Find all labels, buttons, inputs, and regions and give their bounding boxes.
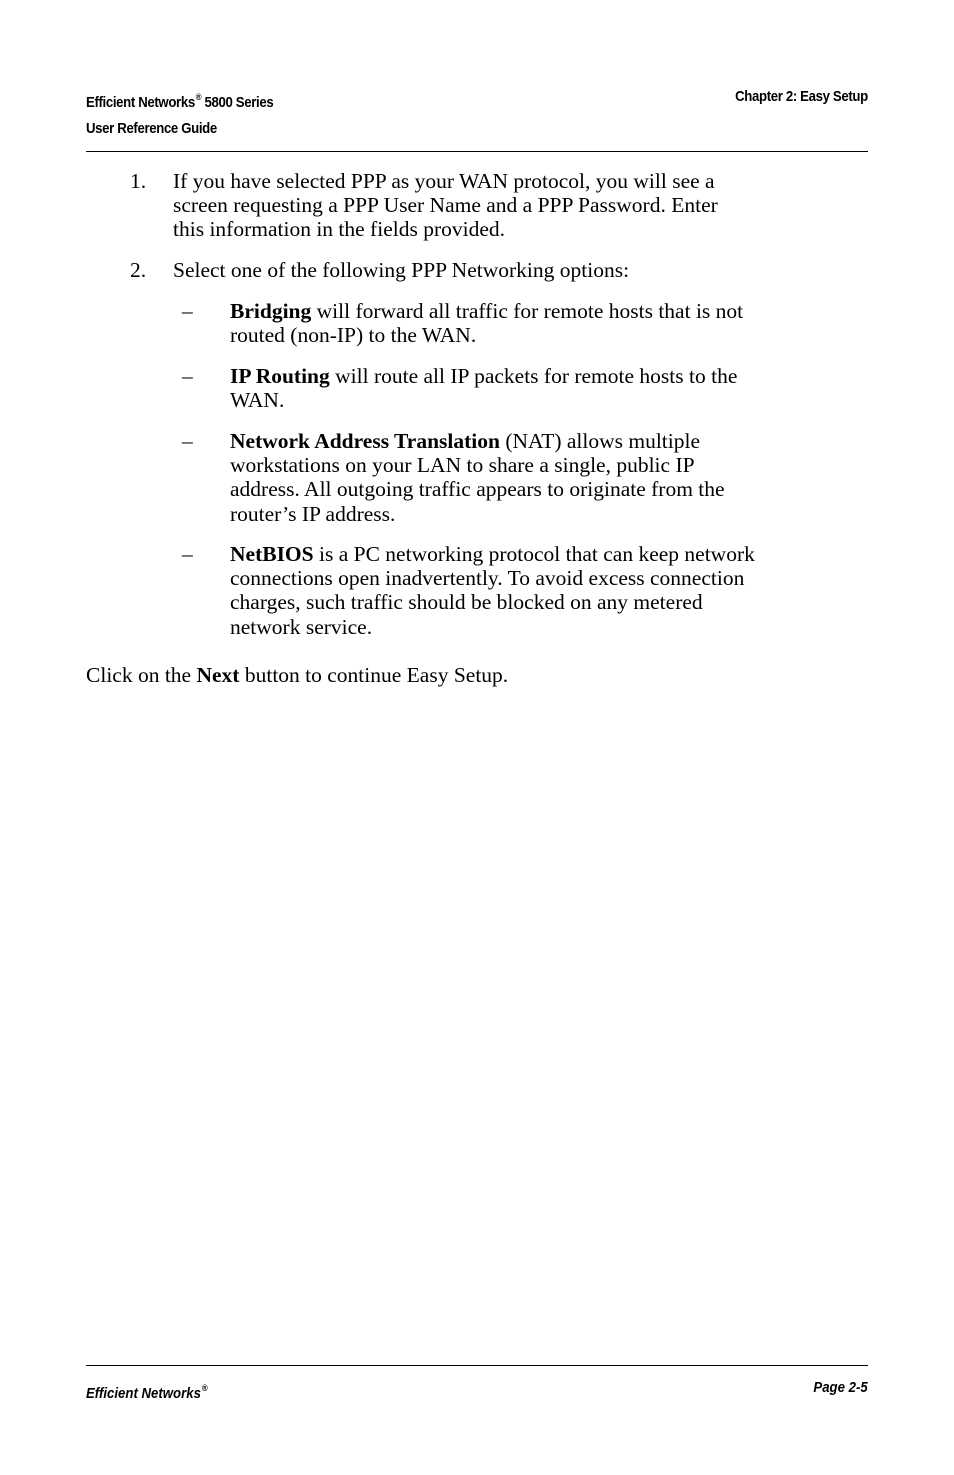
- header-chapter: Chapter 2: Easy Setup: [735, 88, 868, 105]
- option-line: WAN.: [230, 388, 285, 413]
- option-bridging: [230, 299, 830, 347]
- footer-divider: [86, 1365, 868, 1366]
- option-dash: –: [182, 364, 193, 388]
- option-line: charges, such traffic should be blocked on any metered: [230, 590, 703, 615]
- option-ip-routing: [230, 364, 830, 412]
- option-text: is a PC networking protocol that can keep network: [313, 542, 755, 566]
- step-text: [173, 169, 823, 242]
- footer-registered-mark: ®: [201, 1383, 208, 1393]
- step-number: 2.: [130, 258, 147, 282]
- closing-text-before: Click on the: [86, 663, 197, 687]
- option-text: will route all IP packets for remote hosts to the: [329, 364, 738, 388]
- header-product-line: [86, 84, 273, 116]
- option-dash: –: [182, 299, 193, 323]
- option-dash: –: [182, 542, 193, 566]
- page-number: Page 2-5: [813, 1379, 868, 1396]
- option-line: router’s IP address.: [230, 501, 396, 526]
- option-line: [230, 429, 830, 453]
- option-term: Network Address Translation: [230, 429, 500, 453]
- option-nat: [230, 429, 830, 526]
- option-line: network service.: [230, 614, 373, 639]
- option-term: NetBIOS: [230, 542, 314, 566]
- footer-brand-block: [86, 1375, 208, 1407]
- option-text: (NAT) allows multiple: [499, 429, 701, 453]
- option-line: routed (non-IP) to the WAN.: [230, 323, 477, 348]
- option-netbios: [230, 542, 830, 639]
- step-text: [173, 258, 823, 282]
- step-number: 1.: [130, 169, 147, 193]
- option-line: [230, 542, 830, 566]
- option-line: [230, 299, 830, 323]
- option-line: address. All outgoing traffic appears to originate from the: [230, 477, 725, 502]
- option-line: [230, 364, 830, 388]
- closing-paragraph: [86, 663, 508, 687]
- step-line: this information in the fields provided.: [173, 217, 506, 242]
- footer-brand: Efficient Networks: [86, 1385, 201, 1402]
- running-header-left: [86, 84, 273, 142]
- option-term: Bridging: [230, 299, 312, 323]
- header-registered-mark: ®: [195, 92, 202, 102]
- header-product: 5800 Series: [204, 94, 274, 111]
- option-line: workstations on your LAN to share a single, public IP: [230, 453, 695, 478]
- header-divider: [86, 151, 868, 152]
- option-dash: –: [182, 429, 193, 453]
- option-text: will forward all traffic for remote hosts that is not: [311, 299, 744, 323]
- option-line: connections open inadvertently. To avoid excess connection: [230, 566, 745, 591]
- closing-text-after: button to continue Easy Setup.: [239, 663, 509, 687]
- step-line: Select one of the following PPP Networking options:: [173, 258, 630, 282]
- header-brand: Efficient Networks: [86, 94, 195, 111]
- closing-next-term: Next: [196, 663, 240, 687]
- header-guide-title: User Reference Guide: [86, 120, 217, 137]
- step-line: If you have selected PPP as your WAN protocol, you will see a: [173, 169, 715, 193]
- option-term: IP Routing: [230, 364, 330, 388]
- step-line: screen requesting a PPP User Name and a PPP Password. Enter: [173, 193, 718, 218]
